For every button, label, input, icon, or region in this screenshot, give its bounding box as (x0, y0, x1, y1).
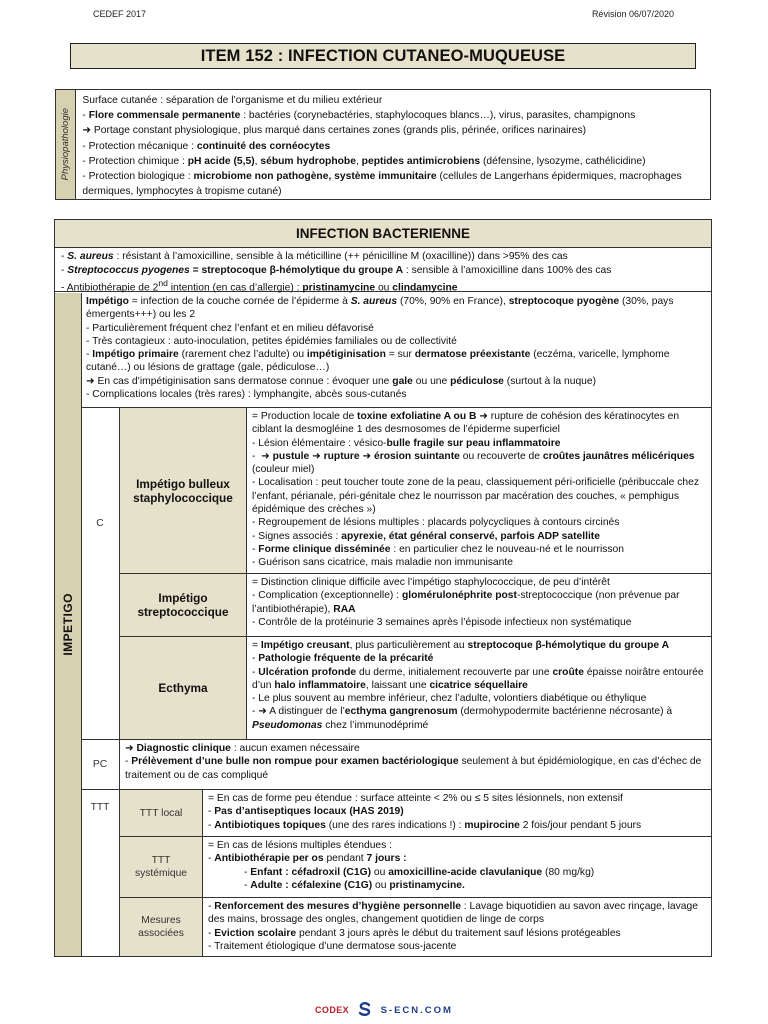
text-line: - Pathologie fréquente de la précarité (252, 653, 434, 665)
text-line: - ➜ pustule ➜ rupture ➜ érosion suintante ou recouverte de croûtes jaunâtres mélicériques (couleur miel) (252, 450, 695, 476)
text-line: - Prélèvement d’une bulle non rompue pour examen bactériologique seulement à but épidémiologique, en cas d’échec de traitement ou de cas compliqué (125, 756, 702, 781)
text-line: - Lésion élémentaire : vésico-bulle fragile sur peau inflammatoire (252, 437, 561, 449)
text-line: - Contrôle de la protéinurie 3 semaines après l’épisode infectieux non systématique (252, 616, 632, 628)
text-line: - Complications locales (très rares) : lymphangite, abcès sous-cutanés (86, 389, 407, 401)
text-line: - Protection biologique : microbiome non pathogène, système immunitaire (cellules de Langerhans épidermiques, macrophages dermiques, lymphocytes à tropisme cutané) (82, 171, 682, 198)
codex-label: CODEX (315, 1005, 350, 1015)
text-line: - Adulte : céfalexine (C1G) ou pristinamycine. (244, 879, 465, 891)
text-line: = En cas de lésions multiples étendues : (208, 840, 393, 851)
site-label: S-ECN.COM (380, 1005, 453, 1016)
s-ecn-logo-icon (358, 1002, 372, 1016)
text-line: Surface cutanée : séparation de l’organisme et du milieu extérieur (82, 95, 383, 106)
text-line: - Complication (exceptionnelle) : glomérulonéphrite post-streptococcique (non prévenue par l’antibiothérapie), RAA (252, 590, 680, 615)
text-line: - Protection mécanique : continuité des cornéocytes (82, 140, 331, 152)
text-line: - Le plus souvent au membre inférieur, chez l’adulte, volontiers diabétique ou éthylique (252, 693, 647, 705)
ecthyma-content (247, 636, 711, 739)
physiopathology-label: Physiopathologie (60, 108, 72, 181)
text-line: ➜ En cas d’impétiginisation sans dermatose connue : évoquer une gale ou une pédiculose (surtout à la nuque) (86, 375, 597, 387)
strepto-title: Impétigo streptococcique (119, 573, 247, 636)
header-left: CEDEF 2017 (93, 9, 147, 19)
physiopathology-sidebar (56, 90, 76, 199)
strepto-content (247, 573, 711, 636)
text-line: - Protection chimique : pH acide (5,5), sébum hydrophobe, peptides antimicrobiens (défensine, lysozyme, cathélicidine) (82, 155, 646, 167)
text-line: - Forme clinique disséminée : en particulier chez le nouveau-né et le nourrisson (252, 543, 625, 555)
impetigo-block (55, 293, 711, 956)
text-line: - Localisation : peut toucher toute zone de la peau, classiquement péri-orificielle (péribuccale chez l’enfant, périanale, péri-génitale chez le nourrisson par macération des couches, « pemphigus épidémique des crèches ») (252, 477, 700, 516)
ttt-label: TTT (81, 789, 119, 956)
text-line: ➜ Portage constant physiologique, plus marqué dans certaines zones (grands plis, périnée, orifices narinaires) (82, 125, 587, 137)
text-line: = Production locale de toxine exfoliatine A ou B ➜ rupture de cohésion des kératinocytes en ciblant la desmogléine 1 des desmosomes de l’épiderme superficiel (252, 411, 680, 436)
impetigo-overview (81, 293, 711, 407)
text-line: - Eviction scolaire pendant 3 jours après le début du traitement sauf lésions protégeables (208, 927, 621, 939)
ttt-systemic-title: TTT systémique (119, 836, 203, 897)
physiopathology-section (55, 89, 711, 200)
pc-label: PC (81, 739, 119, 789)
text-line: - S. aureus : résistant à l’amoxicilline, sensible à la méticilline (++ pénicilline M (oxacilline)) dans >95% des cas (61, 251, 568, 262)
text-line: Impétigo = infection de la couche cornée de l’épiderme à S. aureus (70%, 90% en France), streptocoque pyogène (30%, pays émergents+++) ou les 2 (86, 296, 674, 321)
text-line: - Guérison sans cicatrice, mais maladie non immunisante (252, 557, 513, 569)
clinical-label: C (81, 407, 119, 739)
text-line: - Ulcération profonde du derme, initialement recouverte par une croûte épaisse noirâtre entourée d’un halo inflammatoire, laissant une cicatrice séquellaire (252, 666, 704, 691)
physiopathology-content (76, 90, 710, 199)
text-line: - Enfant : céfadroxil (C1G) ou amoxicilline-acide clavulanique (80 mg/kg) (244, 866, 595, 878)
ttt-local-title: TTT local (119, 789, 203, 836)
text-line: - Antibiothérapie per os pendant 7 jours : (208, 853, 407, 865)
text-line: - Particulièrement fréquent chez l’enfant et en milieu défavorisé (86, 322, 374, 334)
measures-title: Mesures associées (119, 897, 203, 956)
footer (0, 1002, 768, 1016)
impetigo-label: IMPETIGO (61, 593, 75, 656)
ttt-local-content (203, 789, 711, 836)
page-title: ITEM 152 : INFECTION CUTANEO-MUQUEUSE (70, 43, 696, 69)
text-line: = En cas de forme peu étendue : surface atteinte < 2% ou ≤ 5 sites lésionnels, non extensif (208, 793, 623, 804)
text-line: - Signes associés : apyrexie, état général conservé, parfois ADP satellite (252, 530, 600, 542)
text-line: - Flore commensale permanente : bactéries (corynebactéries, staphylocoques blancs…), virus, parasites, champignons (82, 110, 636, 122)
bulleux-content (247, 407, 711, 573)
measures-content (203, 897, 711, 956)
text-line: = Impétigo creusant, plus particulièrement au streptocoque β-hémolytique du groupe A (252, 640, 670, 651)
ecthyma-title: Ecthyma (119, 636, 247, 739)
ttt-systemic-content (203, 836, 711, 897)
text-line: - Traitement étiologique d’une dermatose sous-jacente (208, 940, 457, 952)
text-line: - Regroupement de lésions multiples : placards polycycliques à contours circinés (252, 517, 620, 529)
text-line: - Très contagieux : auto-inoculation, petites épidémies familiales ou de collectivité (86, 335, 457, 347)
text-line: - Impétigo primaire (rarement chez l’adulte) ou impétiginisation = sur dermatose préexistante (eczéma, varicelle, lymphome cutané…) ou lésions de grattage (gale, pédiculose…) (86, 349, 670, 374)
text-line: - Streptococcus pyogenes = streptocoque β-hémolytique du groupe A : sensible à l’amoxicilline dans 100% des cas (61, 264, 612, 276)
bacterial-intro (55, 248, 711, 292)
text-line: = Distinction clinique difficile avec l’impétigo staphylococcique, de peu d’intérêt (252, 577, 610, 588)
impetigo-sidebar (55, 293, 82, 956)
text-line: - Antibiotiques topiques (une des rares indications !) : mupirocine 2 fois/jour pendant 5 jours (208, 819, 642, 831)
text-line: ➜ Diagnostic clinique : aucun examen nécessaire (125, 743, 360, 754)
text-line: - Pas d’antiseptiques locaux (HAS 2019) (208, 806, 404, 818)
text-line: - Antibiothérapie de 2nd intention (en cas d’allergie) : pristinamycine ou clindamycine (61, 278, 458, 294)
bacterial-heading: INFECTION BACTERIENNE (55, 220, 711, 248)
pc-content (119, 739, 711, 789)
bacterial-infection-section (54, 219, 712, 957)
text-line: - Renforcement des mesures d’hygiène personnelle : Lavage biquotidien au savon avec rinçage, lavage des mains, brossage des ongles, changement quotidien de linge de corps (208, 901, 698, 926)
text-line: - ➜ A distinguer de l’ecthyma gangrenosum (dermohypodermite bactérienne nécrosante) à Pseudomonas chez l’immunodéprimé (252, 706, 673, 731)
header-right: Révision 06/07/2020 (591, 9, 674, 19)
bulleux-title: Impétigo bulleux staphylococcique (119, 407, 247, 573)
